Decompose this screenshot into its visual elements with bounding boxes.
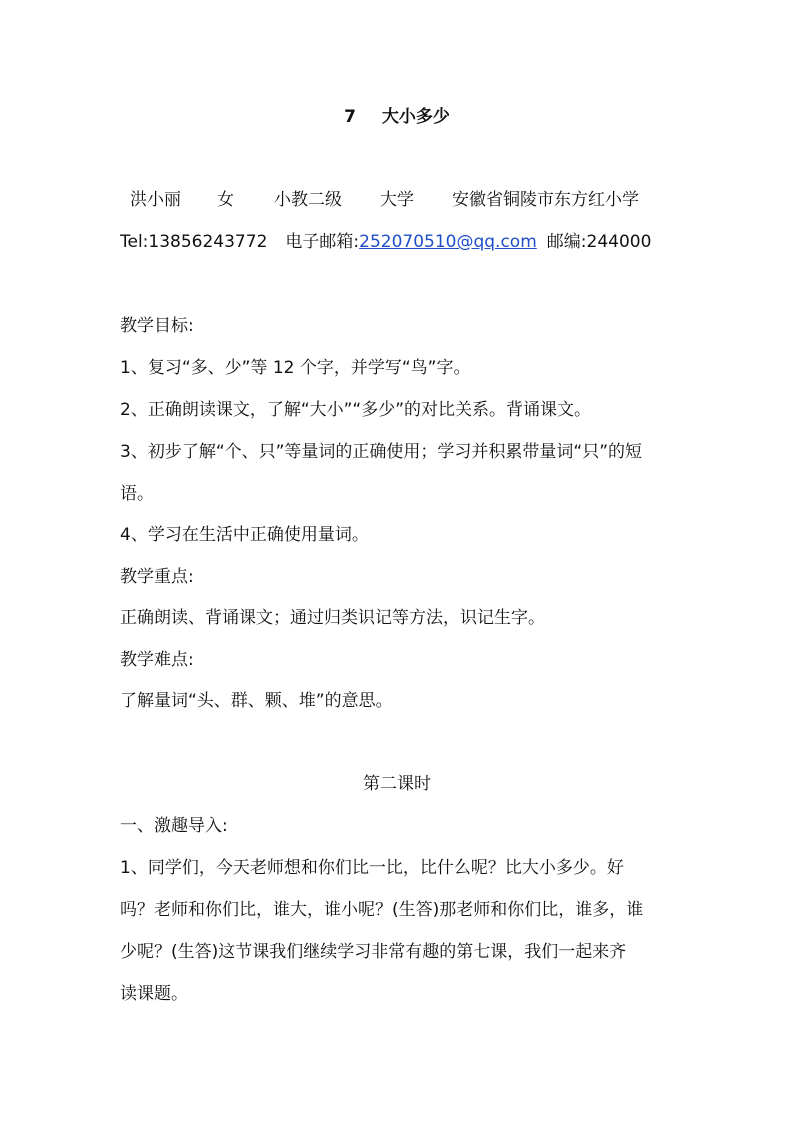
paragraph-line: 少呢？(生答)这节课我们继续学习非常有趣的第七课，我们一起来齐 <box>120 942 627 962</box>
difficulties-heading: 教学难点: <box>120 650 194 670</box>
lesson-period-title: 第二课时 <box>363 774 431 794</box>
author-education: 大学 <box>380 190 414 210</box>
difficulties-text: 了解量词“头、群、颗、堆”的意思。 <box>120 691 393 711</box>
objective-item: 4、学习在生活中正确使用量词。 <box>120 525 369 545</box>
objectives-heading: 教学目标: <box>120 316 194 336</box>
paragraph-line: 1、同学们，今天老师想和你们比一比，比什么呢？比大小多少。好 <box>120 858 624 878</box>
lesson-number: 7 <box>344 107 356 127</box>
author-rank: 小教二级 <box>274 190 342 210</box>
objective-item-continued: 语。 <box>120 484 154 504</box>
key-points-heading: 教学重点: <box>120 567 194 587</box>
objective-item: 3、初步了解“个、只”等量词的正确使用；学习并积累带量词“只”的短 <box>120 442 643 462</box>
objective-item: 1、复习“多、少”等 12 个字，并学写“鸟”字。 <box>120 358 471 378</box>
paragraph-line: 读课题。 <box>120 984 188 1004</box>
contact-info <box>120 230 651 254</box>
author-name: 洪小丽 <box>130 190 181 210</box>
objective-item: 2、正确朗读课文，了解“大小”“多少”的对比关系。背诵课文。 <box>120 400 592 420</box>
tel-value: 13856243772 <box>148 232 268 252</box>
zip-label: 邮编: <box>546 232 587 252</box>
lesson-title <box>0 105 794 129</box>
zip-value: 244000 <box>586 232 652 252</box>
author-gender: 女 <box>217 190 234 210</box>
author-school: 安徽省铜陵市东方红小学 <box>452 190 639 210</box>
email-label: 电子邮箱: <box>285 232 360 252</box>
tel-label: Tel: <box>120 232 149 252</box>
lesson-title-text: 大小多少 <box>381 107 450 127</box>
author-info <box>120 188 639 212</box>
paragraph-line: 吗？老师和你们比，谁大，谁小呢？(生答)那老师和你们比，谁多，谁 <box>120 900 644 920</box>
section-heading: 一、激趣导入: <box>120 816 228 836</box>
email-link[interactable]: 252070510@qq.com <box>359 232 537 252</box>
key-points-text: 正确朗读、背诵课文；通过归类识记等方法，识记生字。 <box>120 608 545 628</box>
